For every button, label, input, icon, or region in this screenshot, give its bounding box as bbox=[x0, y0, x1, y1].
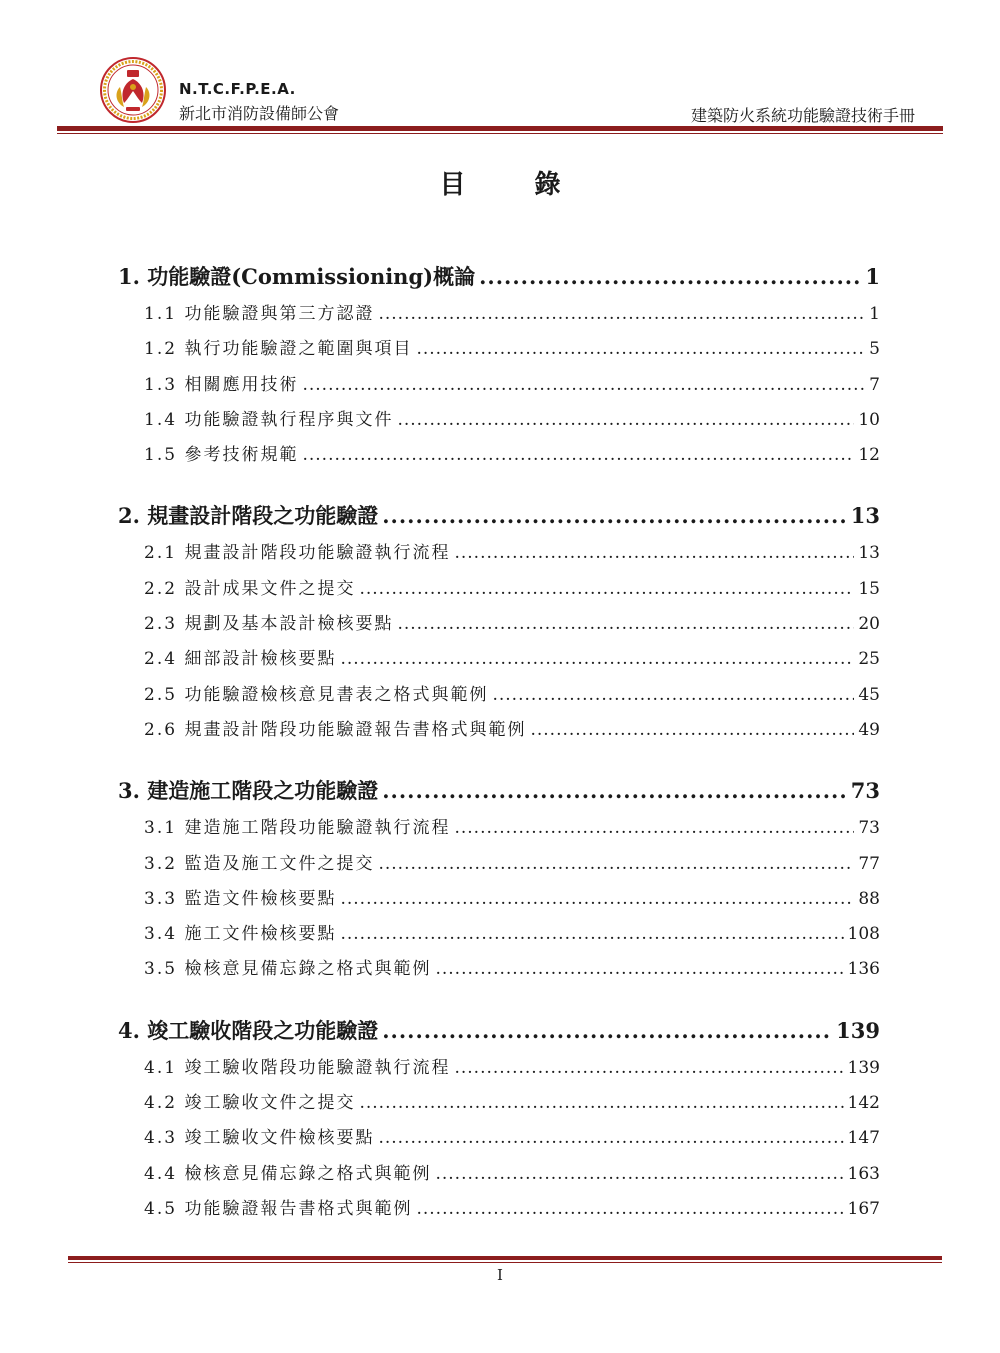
toc-chapter bbox=[118, 1016, 880, 1227]
toc-dot-leader bbox=[382, 1016, 832, 1046]
toc-section-list bbox=[118, 811, 880, 987]
toc-heading: 目 錄 bbox=[439, 170, 591, 200]
toc-section-entry[interactable] bbox=[144, 1051, 880, 1086]
toc-dot-leader bbox=[382, 776, 847, 806]
toc-section-entry[interactable] bbox=[144, 917, 880, 952]
toc-section-label: 1.4 功能驗證執行程序與文件 bbox=[144, 409, 394, 430]
toc-chapter-entry[interactable] bbox=[118, 501, 880, 531]
toc-dot-leader bbox=[359, 1086, 843, 1121]
toc-dot-leader bbox=[340, 917, 843, 952]
toc-section-label: 4.5 功能驗證報告書格式與範例 bbox=[144, 1198, 413, 1219]
toc-section-label: 3.5 檢核意見備忘錄之格式與範例 bbox=[144, 959, 432, 980]
toc-dot-leader bbox=[340, 642, 854, 677]
toc-section-entry[interactable] bbox=[144, 536, 880, 571]
toc-section-entry[interactable] bbox=[144, 403, 880, 438]
footer-rule bbox=[68, 1256, 942, 1260]
toc-chapter-entry[interactable] bbox=[118, 1016, 880, 1046]
toc-chapter-label: 2. 規畫設計階段之功能驗證 bbox=[118, 503, 379, 529]
toc-section-page: 20 bbox=[858, 614, 880, 635]
toc-chapter bbox=[118, 776, 880, 987]
org-name-english: N.T.C.F.P.E.A. bbox=[179, 80, 296, 98]
toc-dot-leader bbox=[454, 536, 854, 571]
toc-section-page: 7 bbox=[869, 374, 880, 395]
page-number: I bbox=[497, 1266, 503, 1284]
toc-section-page: 139 bbox=[847, 1057, 880, 1078]
toc-section-label: 4.4 檢核意見備忘錄之格式與範例 bbox=[144, 1163, 432, 1184]
toc-section-entry[interactable] bbox=[144, 1121, 880, 1156]
toc-section-page: 163 bbox=[847, 1163, 880, 1184]
toc-section-page: 77 bbox=[858, 853, 880, 874]
toc-section-entry[interactable] bbox=[144, 332, 880, 367]
toc-section-label: 3.1 建造施工階段功能驗證執行流程 bbox=[144, 818, 451, 839]
toc-section-page: 15 bbox=[858, 578, 880, 599]
toc-section-page: 136 bbox=[847, 959, 880, 980]
toc-chapter bbox=[118, 262, 880, 473]
toc-section-label: 1.5 參考技術規範 bbox=[144, 445, 299, 466]
toc-section-label: 2.1 規畫設計階段功能驗證執行流程 bbox=[144, 543, 451, 564]
toc-dot-leader bbox=[454, 1051, 843, 1086]
toc-section-page: 88 bbox=[858, 888, 880, 909]
association-seal-icon bbox=[100, 57, 166, 123]
toc-dot-leader bbox=[492, 678, 854, 713]
toc-dot-leader bbox=[302, 438, 854, 473]
toc-section-entry[interactable] bbox=[144, 811, 880, 846]
toc-dot-leader bbox=[382, 501, 847, 531]
footer-rule-thin bbox=[68, 1262, 942, 1263]
toc-section-label: 2.6 規畫設計階段功能驗證報告書格式與範例 bbox=[144, 719, 527, 740]
toc-chapter-page: 139 bbox=[836, 1017, 880, 1043]
header-rule bbox=[57, 126, 943, 131]
toc-dot-leader bbox=[416, 1192, 843, 1227]
toc-section-list bbox=[118, 536, 880, 748]
toc-dot-leader bbox=[454, 811, 854, 846]
toc-chapter-entry[interactable] bbox=[118, 776, 880, 806]
toc-section-label: 2.5 功能驗證檢核意見書表之格式與範例 bbox=[144, 684, 489, 705]
toc-section-label: 4.2 竣工驗收文件之提交 bbox=[144, 1093, 356, 1114]
toc-section-entry[interactable] bbox=[144, 713, 880, 748]
toc-section-entry[interactable] bbox=[144, 438, 880, 473]
toc-section-entry[interactable] bbox=[144, 678, 880, 713]
toc-dot-leader bbox=[378, 1121, 843, 1156]
toc-section-entry[interactable] bbox=[144, 952, 880, 987]
toc-chapter-page: 13 bbox=[850, 503, 880, 529]
toc-dot-leader bbox=[359, 572, 854, 607]
toc-section-label: 1.3 相關應用技術 bbox=[144, 374, 299, 395]
toc-section-page: 10 bbox=[858, 409, 880, 430]
header-rule-thin bbox=[57, 133, 943, 134]
toc-section-entry[interactable] bbox=[144, 607, 880, 642]
toc-chapter-page: 1 bbox=[865, 264, 880, 289]
toc-section-entry[interactable] bbox=[144, 1157, 880, 1192]
toc-section-page: 12 bbox=[858, 445, 880, 466]
toc-section-entry[interactable] bbox=[144, 1192, 880, 1227]
toc-section-page: 1 bbox=[869, 304, 880, 324]
toc-dot-leader bbox=[435, 1157, 843, 1192]
toc-section-label: 2.3 規劃及基本設計檢核要點 bbox=[144, 614, 394, 635]
toc-section-entry[interactable] bbox=[144, 572, 880, 607]
table-of-contents bbox=[118, 262, 880, 1227]
toc-section-page: 147 bbox=[847, 1128, 880, 1149]
toc-section-page: 49 bbox=[858, 719, 880, 740]
toc-section-page: 142 bbox=[847, 1093, 880, 1114]
toc-dot-leader bbox=[479, 262, 861, 292]
toc-section-label: 2.2 設計成果文件之提交 bbox=[144, 578, 356, 599]
toc-section-page: 5 bbox=[869, 339, 880, 360]
toc-section-entry[interactable] bbox=[144, 368, 880, 403]
toc-section-entry[interactable] bbox=[144, 297, 880, 332]
toc-dot-leader bbox=[397, 403, 854, 438]
toc-dot-leader bbox=[416, 332, 865, 367]
toc-section-entry[interactable] bbox=[144, 1086, 880, 1121]
toc-section-page: 167 bbox=[847, 1198, 880, 1219]
toc-section-label: 4.1 竣工驗收階段功能驗證執行流程 bbox=[144, 1057, 451, 1078]
toc-section-page: 45 bbox=[858, 684, 880, 705]
toc-section-label: 2.4 細部設計檢核要點 bbox=[144, 649, 337, 670]
toc-section-list bbox=[118, 1051, 880, 1227]
toc-section-label: 1.1 功能驗證與第三方認證 bbox=[144, 304, 375, 324]
toc-dot-leader bbox=[397, 607, 854, 642]
toc-dot-leader bbox=[302, 368, 865, 403]
toc-chapter bbox=[118, 501, 880, 748]
toc-chapter-label: 1. 功能驗證(Commissioning)概論 bbox=[118, 264, 476, 289]
org-name-chinese: 新北市消防設備師公會 bbox=[179, 104, 340, 123]
toc-section-entry[interactable] bbox=[144, 847, 880, 882]
toc-section-label: 3.4 施工文件檢核要點 bbox=[144, 924, 337, 945]
toc-dot-leader bbox=[378, 297, 865, 332]
toc-section-label: 4.3 竣工驗收文件檢核要點 bbox=[144, 1128, 375, 1149]
document-title: 建築防火系統功能驗證技術手冊 bbox=[690, 106, 915, 125]
toc-section-entry[interactable] bbox=[144, 882, 880, 917]
toc-section-page: 73 bbox=[858, 818, 880, 839]
toc-chapter-page: 73 bbox=[850, 778, 880, 804]
toc-chapter-label: 4. 竣工驗收階段之功能驗證 bbox=[118, 1017, 379, 1043]
toc-section-label: 3.3 監造文件檢核要點 bbox=[144, 888, 337, 909]
toc-section-page: 108 bbox=[847, 924, 880, 945]
toc-chapter-label: 3. 建造施工階段之功能驗證 bbox=[118, 778, 379, 804]
toc-dot-leader bbox=[340, 882, 854, 917]
toc-chapter-entry[interactable] bbox=[118, 262, 880, 292]
toc-dot-leader bbox=[435, 952, 843, 987]
toc-section-page: 13 bbox=[858, 543, 880, 564]
toc-section-entry[interactable] bbox=[144, 642, 880, 677]
toc-dot-leader bbox=[530, 713, 854, 748]
toc-dot-leader bbox=[378, 847, 854, 882]
toc-section-list bbox=[118, 297, 880, 473]
toc-section-page: 25 bbox=[858, 649, 880, 670]
toc-section-label: 1.2 執行功能驗證之範圍與項目 bbox=[144, 339, 413, 360]
toc-section-label: 3.2 監造及施工文件之提交 bbox=[144, 853, 375, 874]
